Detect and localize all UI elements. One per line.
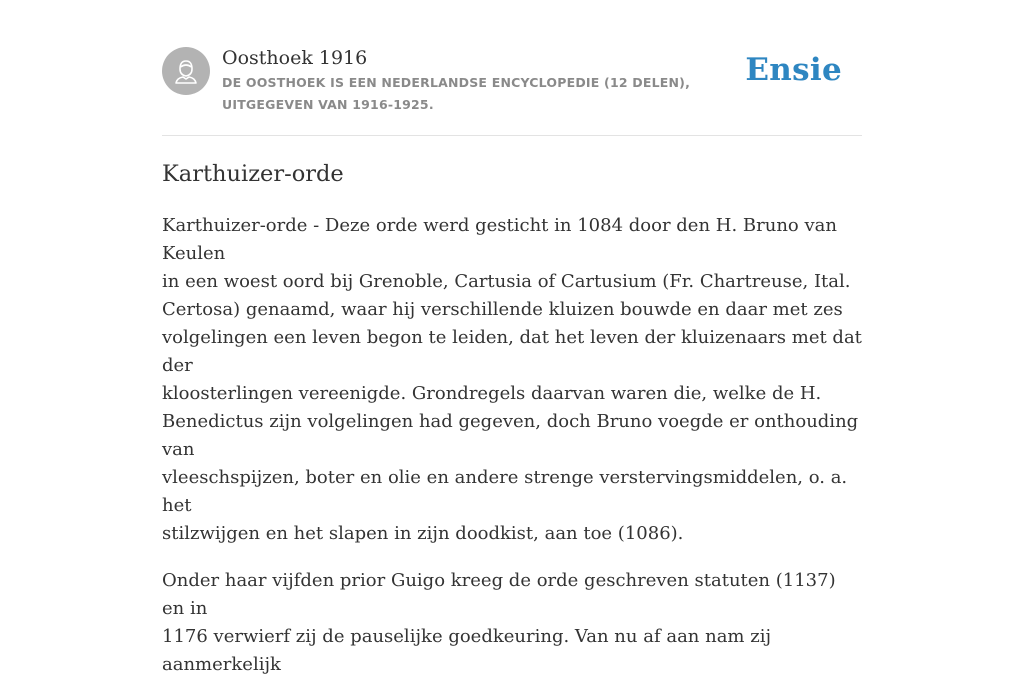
text-line: Onder haar vijfden prior Guigo kreeg de orde geschreven statuten (1137) en in [162,570,836,619]
article-paragraph [162,212,862,548]
source-description: DE OOSTHOEK IS EEN NEDERLANDSE ENCYCLOPEDIE (12 DELEN), UITGEGEVEN VAN 1916-1925. [222,75,691,112]
article-body [162,212,862,698]
header-divider [162,135,862,136]
text-line: Benedictus zijn volgelingen had gegeven, doch Bruno voegde er onthouding van [162,411,859,460]
source-avatar[interactable] [162,47,210,95]
text-line: Karthuizer-orde - Deze orde werd gesticht in 1084 door den H. Bruno van Keulen [162,215,837,264]
article-title: Karthuizer-orde [162,161,344,187]
text-line: kloosterlingen vereenigde. Grondregels daarvan waren die, welke de H. [162,383,822,404]
text-line: in een woest oord bij Grenoble, Cartusia of Cartusium (Fr. Chartreuse, Ital. [162,271,851,292]
text-line: 1176 verwierf zij de pauselijke goedkeuring. Van nu af aan nam zij aanmerkelijk [162,626,772,675]
source-header [162,46,862,116]
user-silhouette-icon [162,47,210,95]
ensie-logo-link[interactable]: Ensie [745,52,842,88]
source-name[interactable]: Oosthoek 1916 [222,47,368,69]
text-line: stilzwijgen en het slapen in zijn doodkist, aan toe (1086). [162,523,684,544]
text-line: volgelingen een leven begon te leiden, dat het leven der kluizenaars met dat der [162,327,862,376]
text-line: vleeschspijzen, boter en olie en andere strenge verstervingsmiddelen, o. a. het [162,467,848,516]
text-line: Certosa) genaamd, waar hij verschillende kluizen bouwde en daar met zes [162,299,843,320]
article-paragraph [162,567,862,679]
